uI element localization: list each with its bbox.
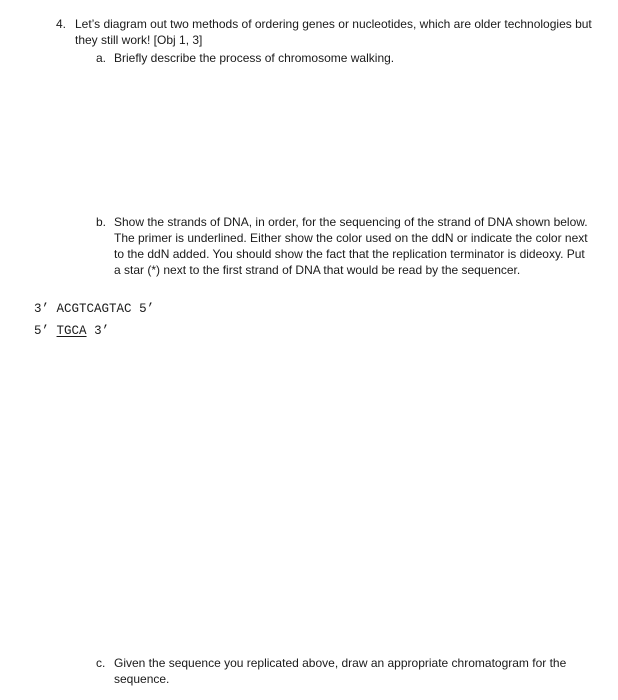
part-b-text: Show the strands of DNA, in order, for the sequencing of the strand of DNA shown below. The primer is underlined. Either show the color used on the ddN or indicate the color next to the ddN added. You should show the fact that the replication terminator is dideoxy. Put a star (*) next to the first strand of DNA that would be read by the sequencer. <box>114 215 588 277</box>
part-a-text: Briefly describe the process of chromosome walking. <box>114 51 395 65</box>
strand2-start-label: 5’ <box>34 324 50 338</box>
part-c-letter: c. <box>96 656 106 670</box>
part-a-letter: a. <box>96 51 107 65</box>
strand2-end-label: 3’ <box>94 324 110 338</box>
strand1-start-label: 3’ <box>34 302 50 316</box>
part-c-text: Given the sequence you replicated above, draw an appropriate chromatogram for the sequence. <box>114 656 567 686</box>
strand1-end-label: 5’ <box>139 302 155 316</box>
question-text: Let’s diagram out two methods of ordering genes or nucleotides, which are older technologies but they still work! [Obj 1, 3] <box>75 17 592 47</box>
primer-sequence: TGCA <box>56 324 87 338</box>
dna-primer-strand <box>34 323 109 339</box>
part-b-letter: b. <box>96 215 107 229</box>
question-number: 4. <box>56 17 67 31</box>
dna-template-strand <box>34 301 154 317</box>
strand1-bases: ACGTCAGTAC <box>56 302 132 316</box>
